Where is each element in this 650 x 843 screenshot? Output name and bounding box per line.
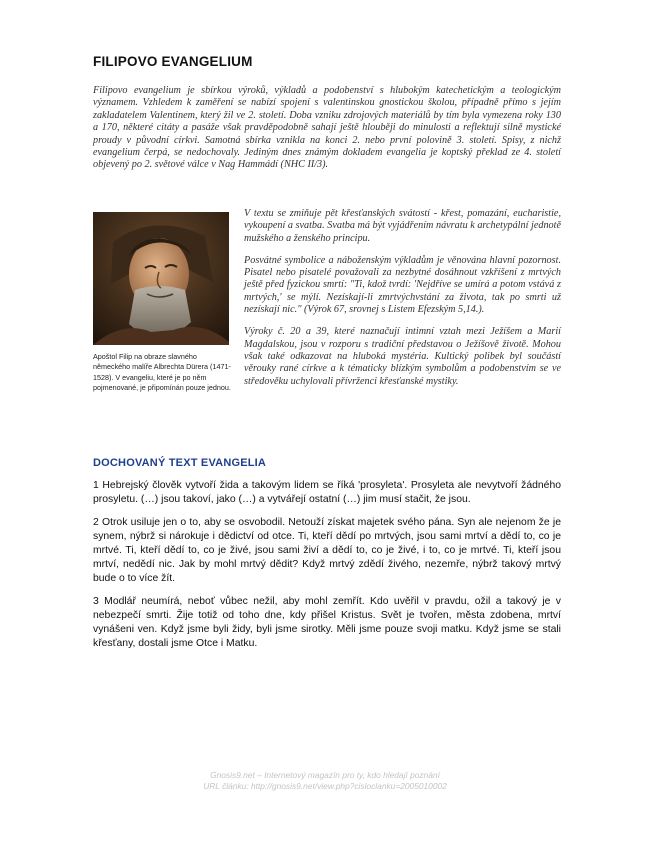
verse-paragraph: 3 Modlář neumírá, neboť vůbec nežil, aby mohl zemřít. Kdo uvěřil v pravdu, ožil a takový je v nebezpečí smrti. Žije totiž od toho dne, kdy přišel Kristus. Svět je tvořen, města zdobena, mrtví vynášeni ven. Když jsme byli židy, byli jsme sirotky. Měli jsme pouze svoji matku. Když jsme se stali křesťany, dostali jsme Otce i Matku.: [93, 596, 561, 649]
verse-paragraph: 2 Otrok usiluje jen o to, aby se osvobodil. Netouží získat majetek svého pána. Syn ale nejenom že je synem, nýbrž si nárokuje i dědictví od otce. Ti, kteří dědí po mrtvých, jsou sami mrtví a dědí to, co je mrtvé. Ti, kteří dědí to, co je živé, jsou sami živí a dědí to, co je živé, i to, co je mrtvé. Ti, kteří jsou mrtví, nedědí nic. Jak by mohl mrtvý dědit? Když mrtvý zdědí živého, nezemře, nýbrž takový mrtvý bude o to více žít.: [93, 517, 561, 584]
document-title: FILIPOVO EVANGELIUM: [93, 54, 253, 69]
footer-site-line: Gnosis9.net – Internetový magazín pro ty, kdo hledají poznání: [210, 770, 440, 780]
side-paragraph: Posvátné symbolice a náboženským výkladům je věnována hlavní pozornost. Pisatel nebo pisatelé považovali za nezbytné dosáhnout vzkříšení z mrtvých ještě před fyzickou smrtí: "Ti, kdož tvrdí: 'Nejdříve se umírá a potom vstává z mrtvých,' se mýlí. Nezískají-li zmrtvýchvstání za života, tak po smrti už nezískají nic." (Výrok 67, srovnej s Listem Efezským 5,14.).: [244, 254, 561, 316]
section-heading: DOCHOVANÝ TEXT EVANGELIA: [93, 457, 267, 469]
portrait-image: [93, 212, 229, 345]
portrait-caption: Apoštol Filip na obraze slavného německého malíře Albrechta Dürera (1471-1528). V evangeliu, které je po něm pojmenované, je připomínán pouze jednou.: [93, 352, 231, 393]
side-text-column: [244, 208, 561, 398]
footer-url-line: URL článku: http://gnosis9.net/view.php?cisloclanku=2005010002: [203, 781, 447, 791]
intro-paragraph: Filipovo evangelium je sbírkou výroků, výkladů a podobenství s hlubokým katechetickým a teologickým významem. Vzhledem k zaměření se nabízí spojení s valentinskou gnostickou školou, případně přímo s jejím zakladatelem Valentinem, který žil ve 2. století. Doba vzniku zdrojových materiálů by tím byla vymezena roky 130 a 170, některé citáty a pasáže však pravděpodobně sahají ještě hlouběji do minulosti a reflektují silně mystické proudy v původní církvi. Samotná sbírka vznikla na konci 2. nebo první polovině 3. století. Spisy, z nichž evangelium čerpá, se nedochovaly. Jediným dnes známým dokladem evangelia je koptský překlad ze 4. století objevený po 2. světové válce v Nag Hammádí (NHC II/3).: [93, 85, 561, 171]
page-footer: [0, 770, 650, 792]
side-paragraph: V textu se zmiňuje pět křesťanských svátostí - křest, pomazání, eucharistie, vykoupení a svatba. Svatba má být vyjádřením návratu k archetypální jednotě mužského a ženského principu.: [244, 208, 561, 244]
side-paragraph: Výroky č. 20 a 39, které naznačují intimní vztah mezi Ježíšem a Marií Magdalskou, jsou v rozporu s tradiční představou o Ježíšově životě. Mohou však také odkazovat na hluboká mystéria. Kultický polibek byl součástí věrouky rané církve a k tématicky blízkým symbolům a podobenstvím se ve středověku uchylovali přívrženci křesťanské mystiky.: [244, 326, 561, 387]
verse-paragraph: 1 Hebrejský člověk vytvoří žida a takovým lidem se říká 'prosyleta'. Prosyleta ale nevytvoří žádného prosyletu. (…) jsou takoví, jako (…) a vytvářejí ostatní (…) jim musí stačit, že jsou.: [93, 480, 561, 505]
verses-section: [93, 479, 561, 660]
